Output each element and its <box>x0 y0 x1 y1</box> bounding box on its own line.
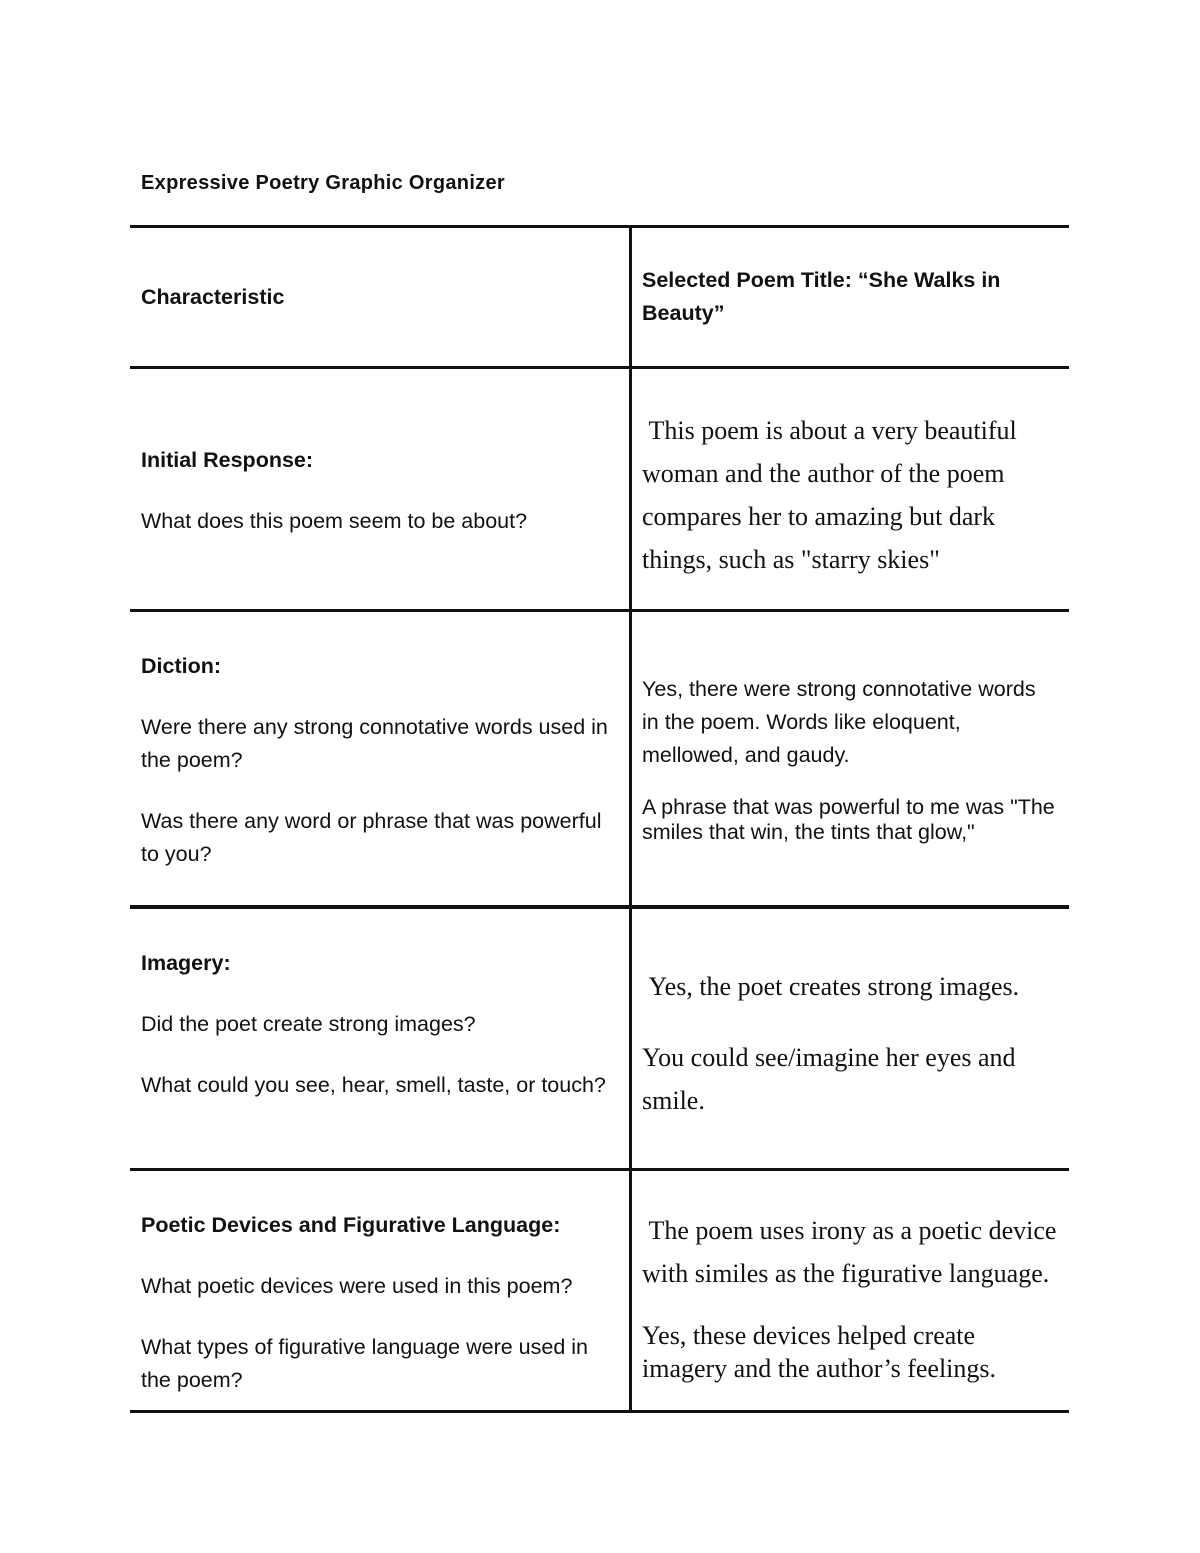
row-answer: Yes, the poet creates strong images. <box>642 972 1020 1001</box>
row-heading: Poetic Devices and Figurative Language: <box>141 1213 561 1237</box>
row-question: Were there any strong connotative words used in the poem? <box>141 715 608 772</box>
answer-cell <box>632 369 1069 609</box>
row-answer: Yes, these devices helped create imagery and the author’s feelings. <box>642 1321 997 1383</box>
row-heading: Imagery: <box>141 951 231 975</box>
characteristic-cell <box>130 612 632 905</box>
row-answer: Yes, there were strong connotative words in the poem. Words like eloquent, mellowed, and gaudy. <box>642 677 1036 767</box>
row-question: What could you see, hear, smell, taste, or touch? <box>141 1073 606 1097</box>
spacer <box>141 777 617 805</box>
row-question: What types of figurative language were used in the poem? <box>141 1335 588 1392</box>
row-question: What does this poem seem to be about? <box>141 509 528 533</box>
row-heading: Initial Response: <box>141 448 314 472</box>
row-question: Did the poet create strong images? <box>141 1012 476 1036</box>
spacer <box>141 1242 617 1270</box>
table-header-row <box>130 225 1069 366</box>
row-heading: Diction: <box>141 654 222 678</box>
row-answer: This poem is about a very beautiful woman and the author of the poem compares her to amazing but dark things, such as "starry skies" <box>642 416 1024 574</box>
header-characteristic-label: Characteristic <box>141 284 285 309</box>
table-row-initial-response <box>130 366 1069 609</box>
answer-cell <box>632 612 1069 905</box>
table-row-diction <box>130 609 1069 905</box>
row-answer: A phrase that was powerful to me was "The smiles that win, the tints that glow," <box>642 795 1055 844</box>
header-poem-title-cell <box>632 228 1069 366</box>
row-answer: You could see/imagine her eyes and smile. <box>642 1043 1016 1115</box>
characteristic-cell <box>130 1171 632 1410</box>
spacer <box>141 683 617 711</box>
spacer <box>141 1303 617 1331</box>
table-row-imagery <box>130 905 1069 1168</box>
answer-cell <box>632 1171 1069 1410</box>
spacer <box>141 477 617 505</box>
header-poem-title-label: Selected Poem Title: “She Walks in Beauty” <box>642 268 1001 325</box>
row-question: Was there any word or phrase that was powerful to you? <box>141 809 602 866</box>
characteristic-cell <box>130 909 632 1168</box>
spacer <box>141 1041 617 1069</box>
graphic-organizer-table <box>130 225 1069 1413</box>
table-row-poetic-devices <box>130 1168 1069 1413</box>
document-title: Expressive Poetry Graphic Organizer <box>141 172 505 194</box>
spacer <box>141 980 617 1008</box>
spacer <box>642 772 1057 795</box>
spacer <box>642 1008 1057 1036</box>
spacer <box>642 1295 1057 1319</box>
answer-cell <box>632 909 1069 1168</box>
row-question: What poetic devices were used in this poem? <box>141 1274 573 1298</box>
characteristic-cell <box>130 369 632 609</box>
row-answer: The poem uses irony as a poetic device with similes as the figurative language. <box>642 1216 1063 1288</box>
header-characteristic-cell <box>130 228 632 366</box>
